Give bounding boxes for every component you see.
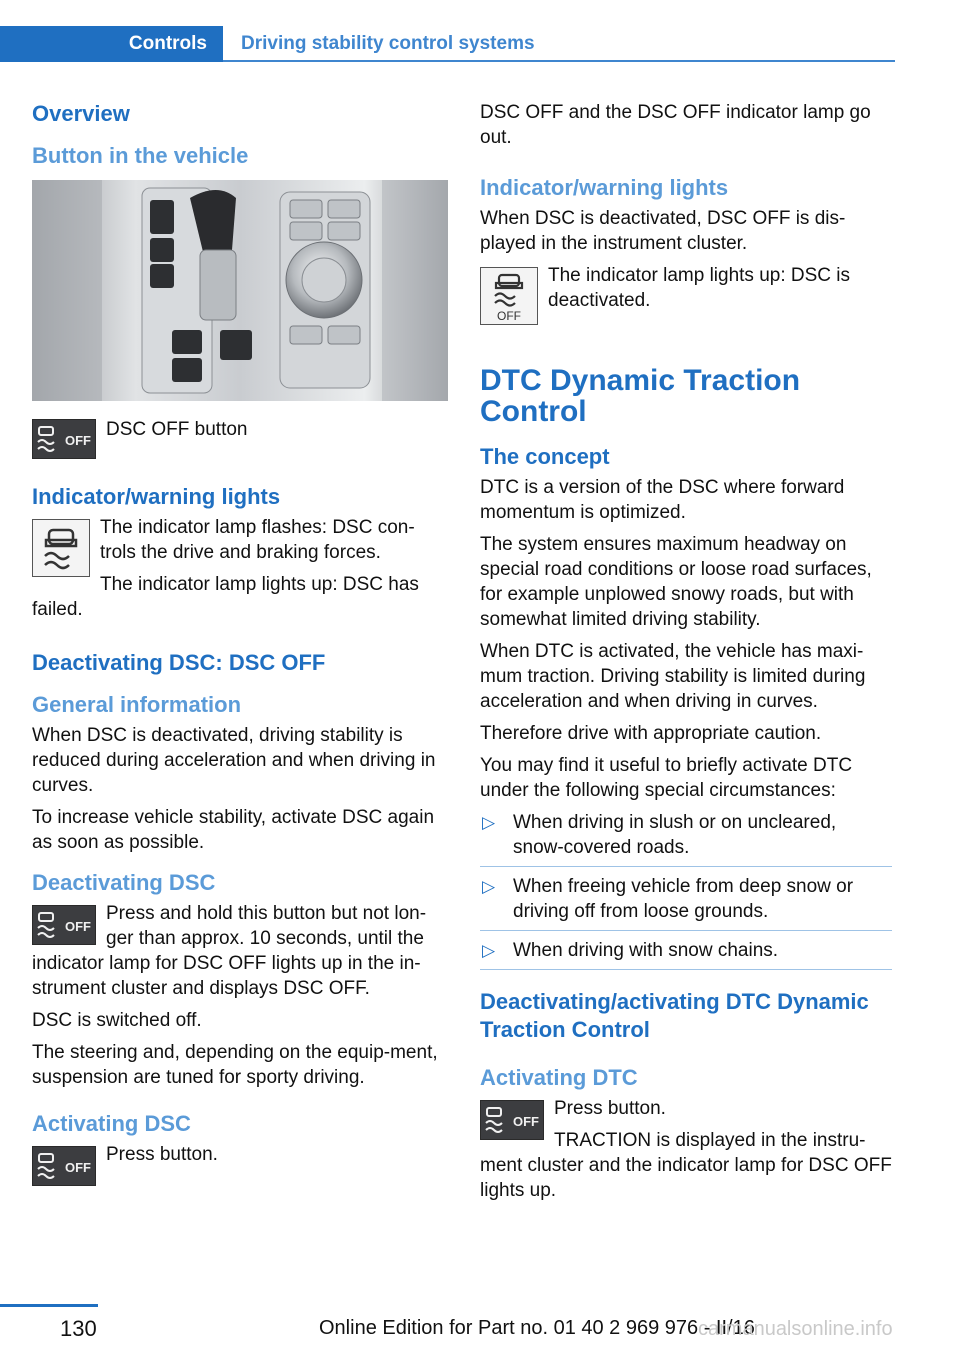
list-item-text: When driving with snow chains.: [513, 940, 779, 961]
dsc-off-displayed-text: When DSC is deactivated, DSC OFF is dis-played in the instrument cluster.: [480, 208, 846, 254]
deactivate-row: [32, 901, 448, 1008]
breadcrumb[interactable]: Driving stability control systems: [241, 33, 535, 54]
off-label: OFF: [513, 1114, 539, 1129]
footer-rule: [0, 1304, 98, 1307]
page-number: 130: [60, 1316, 97, 1341]
off-label: OFF: [65, 919, 91, 934]
indicator-heading: Indicator/warning lights: [32, 484, 281, 509]
dsc-off-indicator-row: [480, 263, 892, 329]
off-label: OFF: [65, 1160, 91, 1175]
deactivate-instructions: Press and hold this button but not lon-ger than approx. 10 seconds, until the indicator lamp for DSC OFF lights up in the in-strument cluster and displays DSC OFF.: [32, 903, 427, 999]
concept-p5: You may find it useful to briefly activate DTC under the following special circumstances:: [480, 755, 853, 801]
concept-p4: Therefore drive with appropriate caution.: [480, 723, 822, 744]
section-tab[interactable]: Controls: [0, 26, 223, 62]
dsc-indicator-row: [32, 515, 448, 629]
dsc-deactivated-indicator-text: The indicator lamp lights up: DSC is deactivated.: [548, 265, 851, 311]
dsc-off-button-caption: DSC OFF button: [106, 419, 248, 440]
dsc-off-button-row: [32, 415, 448, 463]
off-label: OFF: [497, 309, 521, 323]
header-rule: [223, 60, 895, 62]
concept-p1: DTC is a version of the DSC where forward momentum is optimized.: [480, 477, 845, 523]
dtc-heading: DTC Dynamic Traction Control: [480, 364, 801, 428]
bullet-triangle-icon: ▷: [482, 877, 496, 896]
list-item: [480, 810, 892, 867]
left-column: [32, 100, 448, 1190]
activate-dtc-row: [480, 1096, 892, 1210]
indicator-failed-text: The indicator lamp lights up: DSC has failed.: [32, 574, 419, 620]
overview-heading: Overview: [32, 101, 130, 126]
activating-dsc-heading: Activating DSC: [32, 1111, 191, 1136]
dsc-off-icon: [480, 1100, 544, 1140]
list-item-text: When driving in slush or on uncleared, snow-covered roads.: [513, 812, 837, 858]
activating-dtc-heading: Activating DTC: [480, 1065, 638, 1090]
concept-p2: The system ensures maximum headway on special road conditions or loose road surfaces, for example unplowed snowy roads, but with somewhat limited driving stability.: [480, 534, 872, 630]
press-button-text: Press button.: [106, 1144, 218, 1165]
continued-text: DSC OFF and the DSC OFF indicator lamp go out.: [480, 102, 871, 148]
circumstances-list: [480, 810, 892, 970]
general-p2: To increase vehicle stability, activate DSC again as soon as possible.: [32, 807, 435, 853]
press-button-dtc-text: Press button.: [554, 1098, 666, 1119]
watermark: carmanualsonline.info: [698, 1318, 893, 1340]
general-information-heading: General information: [32, 692, 242, 717]
traction-displayed-text: TRACTION is displayed in the instru-ment cluster and the indicator lamp for DSC OFF lights up.: [480, 1130, 892, 1201]
dsc-off-icon: [32, 419, 96, 459]
right-column: [480, 100, 892, 1210]
dsc-off-icon: [32, 1146, 96, 1186]
indicator-heading-right: Indicator/warning lights: [480, 175, 729, 200]
activate-row: [32, 1142, 448, 1190]
list-item: [480, 874, 892, 931]
deactivating-dsc-off-heading: Deactivating DSC: DSC OFF: [32, 650, 326, 675]
off-label: OFF: [65, 433, 91, 448]
deact-act-dtc-heading: Deactivating/activating DTC Dynamic Traction Control: [480, 989, 869, 1042]
concept-p3: When DTC is activated, the vehicle has maxi-mum traction. Driving stability is limited during acceleration and when driving in curves.: [480, 641, 866, 712]
dsc-skid-icon: [32, 519, 90, 577]
list-item: [480, 938, 892, 970]
dsc-switched-off-text: DSC is switched off.: [32, 1010, 202, 1031]
page-header: [0, 26, 895, 62]
concept-heading: The concept: [480, 444, 610, 469]
edition-text: Online Edition for Part no. 01 40 2 969 976 - II/16: [319, 1317, 755, 1339]
button-in-vehicle-heading: Button in the vehicle: [32, 143, 249, 168]
list-item-text: When freeing vehicle from deep snow or driving off from loose grounds.: [513, 876, 854, 922]
general-p1: When DSC is deactivated, driving stability is reduced during acceleration and when driving in curves.: [32, 725, 436, 796]
bullet-triangle-icon: ▷: [482, 941, 496, 960]
dsc-off-indicator-icon: [480, 267, 538, 325]
indicator-flashes-text: The indicator lamp flashes: DSC con-trols the drive and braking forces.: [100, 517, 415, 563]
bullet-triangle-icon: ▷: [482, 813, 496, 832]
deactivating-dsc-heading: Deactivating DSC: [32, 870, 216, 895]
dsc-off-icon: [32, 905, 96, 945]
sporty-tuning-text: The steering and, depending on the equip-ment, suspension are tuned for sporty driving.: [32, 1042, 438, 1088]
center-console-photo: [32, 180, 448, 401]
